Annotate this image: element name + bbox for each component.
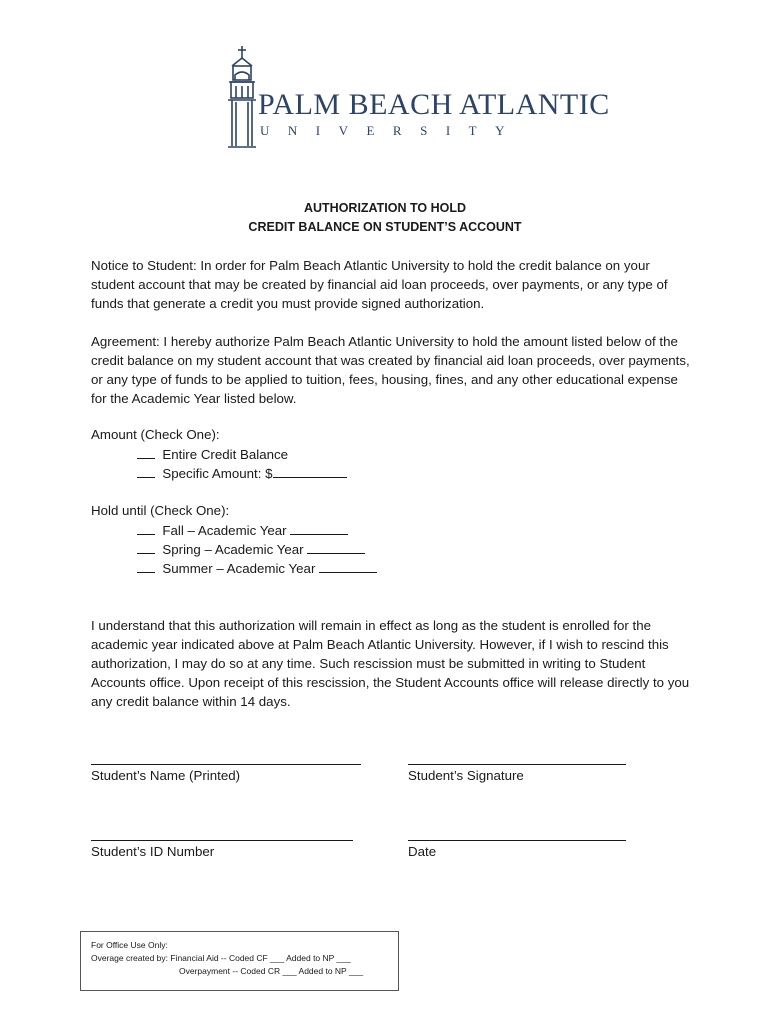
university-logo bbox=[222, 44, 610, 154]
date-label: Date bbox=[408, 844, 437, 859]
checkbox-blank[interactable] bbox=[137, 560, 155, 573]
understanding-paragraph: I understand that this authorization will remain in effect as long as the student is enrolled for the academic year indicated above at Palm Beach Atlantic University. However, if I wish to rescind this authorization, I may do so at any time. Such rescission must be submitted in writing to Student Accounts office. Upon receipt of this rescission, the Student Accounts office will release directly to you any credit balance within 14 days. bbox=[91, 618, 690, 709]
office-use-heading: For Office Use Only: bbox=[91, 940, 168, 950]
year-field[interactable] bbox=[290, 522, 348, 535]
amount-option-specific[interactable] bbox=[137, 465, 347, 481]
hold-heading: Hold until (Check One): bbox=[91, 503, 230, 518]
student-name-label: Student’s Name (Printed) bbox=[91, 768, 241, 783]
checkbox-blank[interactable] bbox=[137, 541, 155, 554]
option-label: Specific Amount: $ bbox=[162, 466, 273, 481]
form-title-line2: CREDIT BALANCE ON STUDENT’S ACCOUNT bbox=[248, 220, 522, 234]
student-signature-label: Student’s Signature bbox=[408, 768, 524, 783]
date-line[interactable] bbox=[408, 840, 626, 841]
year-field[interactable] bbox=[319, 560, 377, 573]
year-field[interactable] bbox=[307, 541, 365, 554]
office-use-overpayment: Overpayment -- Coded CR ___ Added to NP ___ bbox=[179, 966, 364, 976]
amount-heading: Amount (Check One): bbox=[91, 427, 220, 442]
logo-university: UNIVERSITY bbox=[260, 123, 523, 138]
checkbox-blank[interactable] bbox=[137, 465, 155, 478]
option-label: Spring – Academic Year bbox=[162, 542, 304, 557]
notice-paragraph: Notice to Student: In order for Palm Beach Atlantic University to hold the credit balance on your student account that may be created by financial aid loan proceeds, over payments, or any type of funds that generate a credit you must provide signed authorization. bbox=[91, 258, 668, 311]
office-use-financial-aid: Overage created by: Financial Aid -- Coded CF ___ Added to NP ___ bbox=[91, 953, 351, 963]
office-use-box bbox=[80, 931, 399, 991]
option-label: Summer – Academic Year bbox=[162, 561, 316, 576]
option-label: Fall – Academic Year bbox=[162, 523, 287, 538]
student-name-line[interactable] bbox=[91, 764, 361, 765]
checkbox-blank[interactable] bbox=[137, 446, 155, 459]
chapel-tower-icon bbox=[222, 44, 262, 154]
logo-name: PALM BEACH ATLANTIC bbox=[258, 88, 610, 121]
hold-option-summer[interactable] bbox=[137, 560, 377, 576]
student-id-label: Student’s ID Number bbox=[91, 844, 215, 859]
checkbox-blank[interactable] bbox=[137, 522, 155, 535]
hold-option-spring[interactable] bbox=[137, 541, 365, 557]
amount-option-entire[interactable] bbox=[137, 446, 288, 462]
option-label: Entire Credit Balance bbox=[162, 447, 289, 462]
student-id-line[interactable] bbox=[91, 840, 353, 841]
amount-field[interactable] bbox=[273, 465, 347, 478]
agreement-paragraph: Agreement: I hereby authorize Palm Beach Atlantic University to hold the amount listed below of the credit balance on my student account that was created by financial aid loan proceeds, over payments, or any type of funds to be applied to tuition, fees, housing, fines, and any other educational expense for the Academic Year listed below. bbox=[91, 334, 690, 406]
form-title-line1: AUTHORIZATION TO HOLD bbox=[303, 201, 467, 215]
student-signature-line[interactable] bbox=[408, 764, 626, 765]
hold-option-fall[interactable] bbox=[137, 522, 348, 538]
